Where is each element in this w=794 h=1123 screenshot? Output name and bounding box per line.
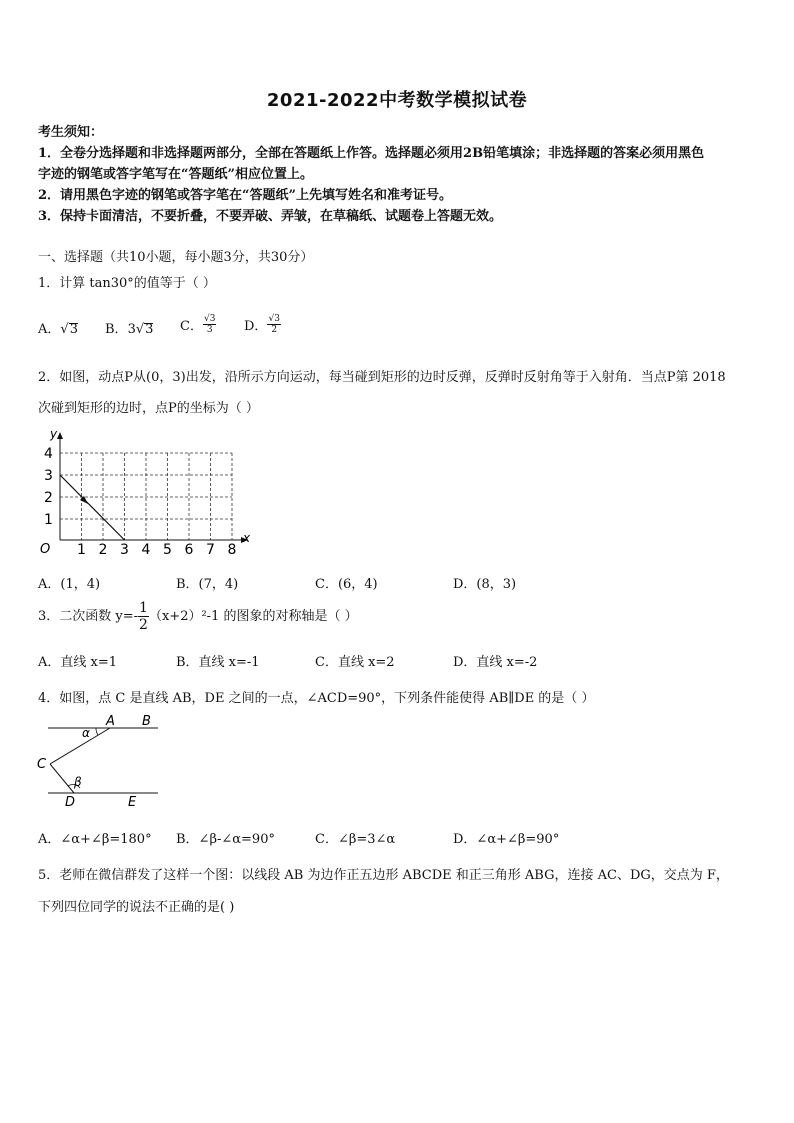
x-tick-label: 4 [141, 542, 151, 558]
segment-ca [50, 728, 110, 764]
question-2-option-b: B．(7，4) [176, 577, 239, 592]
x-tick-label: 5 [163, 542, 172, 558]
notice-item-1-line-1: 1．全卷分选择题和非选择题两部分，全部在答题纸上作答。选择题必须用2B铅笔填涂；非选择题的答案必须用黑色 [38, 146, 705, 161]
fraction-numerator: 1 [139, 600, 148, 616]
question-4-option-b: B．∠β-∠α=90° [176, 832, 275, 847]
question-3-option-c: C．直线 x=2 [315, 655, 395, 670]
option-a-radicand: 3 [69, 322, 78, 337]
question-2-option-d: D．(8，3) [453, 577, 517, 592]
question-3-option-d: D．直线 x=-2 [453, 655, 538, 670]
question-2-line-2: 次碰到矩形的边时，点P的坐标为（ ） [38, 401, 259, 416]
x-tick-label: 7 [206, 542, 215, 558]
question-1-option-b: B．3√3 [105, 322, 154, 337]
question-1-option-a: A．√3 [38, 322, 78, 337]
y-axis-arrow [57, 432, 63, 439]
page-title: 2021-2022中考数学模拟试卷 [266, 90, 528, 111]
option-d-label: D． [244, 319, 268, 334]
question-2-line-1: 2．如图，动点P从(0，3)出发，沿所示方向运动，每当碰到矩形的边时反弹，反弹时反射角等于入射角．当点P第 2018 [38, 370, 726, 385]
notice-item-2: 2．请用黑色字迹的钢笔或答字笔在“答题纸”上先填写姓名和准考证号。 [38, 188, 453, 203]
question-5-line-1: 5．老师在微信群发了这样一个图：以线段 AB 为边作正五边形 ABCDE 和正三角形 ABG，连接 AC、DG，交点为 F， [38, 868, 729, 883]
question-3-stem-suffix: （x+2）²-1 的图象的对称轴是（ ） [148, 609, 358, 624]
x-axis-label: x [243, 531, 251, 545]
origin-label: O [40, 542, 51, 557]
y-axis-label: y [50, 427, 58, 441]
question-2-option-a: A．(1，4) [38, 577, 101, 592]
x-tick-label: 1 [77, 542, 86, 558]
question-1-option-c [180, 314, 216, 335]
grid-lines [60, 453, 232, 540]
option-c-numerator: 3 [209, 314, 216, 324]
x-tick-label: 3 [120, 542, 129, 558]
segment-cd [50, 764, 74, 793]
question-1-stem: 1．计算 tan30°的值等于（ ） [38, 276, 216, 291]
option-c-denominator: 3 [206, 325, 213, 335]
notice-heading: 考生须知： [38, 125, 104, 140]
point-b-label: B [142, 714, 151, 729]
point-path [60, 475, 125, 540]
option-d-denominator: 2 [271, 325, 278, 335]
y-tick-label: 1 [44, 512, 53, 528]
section-heading: 一、选择题（共10小题，每小题3分，共30分） [38, 250, 314, 265]
question-5-line-2: 下列四位同学的说法不正确的是( ) [38, 900, 235, 915]
angle-alpha-label: α [82, 726, 90, 740]
option-d-fraction: $\frac{√3}{2}$ [268, 314, 280, 335]
question-4-figure [34, 710, 164, 810]
x-tick-label: 2 [98, 542, 108, 558]
notice-item-1-line-2: 字迹的钢笔或答字笔写在“答题纸”相应位置上。 [38, 167, 313, 182]
question-2-figure [36, 424, 256, 558]
y-tick-label: 2 [44, 490, 53, 506]
option-b-radicand: 3 [145, 322, 154, 337]
option-b-label: B． [105, 322, 128, 337]
point-a-label: A [106, 714, 115, 729]
x-tick-label: 6 [184, 542, 194, 558]
point-c-label: C [37, 757, 47, 772]
question-3-stem-prefix: 3．二次函数 y=- [38, 609, 139, 624]
option-a-label: A． [38, 322, 61, 337]
question-4-option-d: D．∠α+∠β=90° [453, 832, 560, 847]
fraction-denominator: 2 [139, 617, 148, 633]
question-4-option-c: C．∠β=3∠α [315, 832, 396, 847]
x-tick-label: 8 [227, 542, 237, 558]
option-b-coefficient: 3 [127, 322, 136, 337]
question-4-option-a: A．∠α+∠β=180° [38, 832, 152, 847]
y-tick-label: 4 [44, 446, 53, 462]
question-3-fraction [138, 600, 149, 633]
question-4-stem: 4．如图，点 C 是直线 AB，DE 之间的一点，∠ACD=90°，下列条件能使得 AB∥DE 的是（ ） [38, 691, 595, 706]
question-1-option-d [244, 314, 281, 335]
angle-alpha-arc [96, 728, 98, 735]
y-tick-label: 3 [44, 468, 53, 484]
question-3-stem [38, 600, 358, 634]
question-2-option-c: C．(6，4) [315, 577, 378, 592]
question-3-option-a: A．直线 x=1 [38, 655, 118, 670]
question-3-option-b: B．直线 x=-1 [176, 655, 260, 670]
option-c-fraction: $\frac{√3}{3}$ [203, 314, 216, 335]
notice-item-3: 3．保持卡面清洁，不要折叠，不要弄破、弄皱，在草稿纸、试题卷上答题无效。 [38, 209, 503, 224]
option-d-numerator: 3 [274, 314, 280, 324]
angle-beta-label: β [74, 775, 82, 789]
option-c-label: C． [180, 319, 203, 334]
point-d-label: D [65, 795, 76, 810]
point-e-label: E [128, 795, 137, 810]
